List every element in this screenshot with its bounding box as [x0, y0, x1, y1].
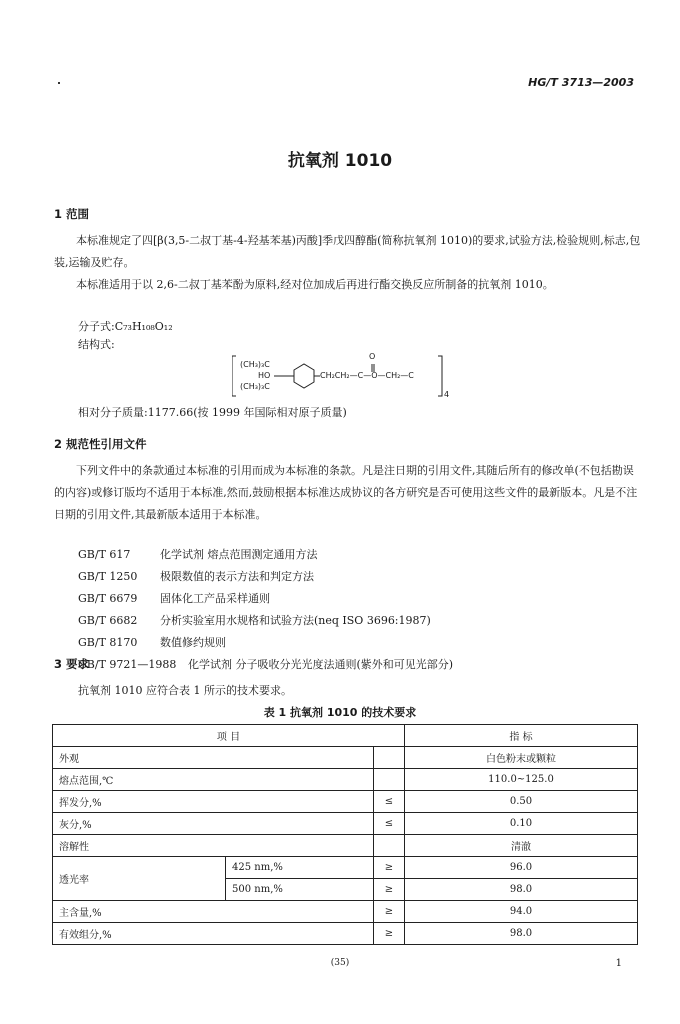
- table-caption: 表 1 抗氧剂 1010 的技术要求: [263, 706, 417, 719]
- reference-item: [78, 612, 431, 628]
- reference-item: [78, 546, 318, 562]
- formula-chain: CH₂CH₂—C—O—CH₂—C: [320, 371, 414, 380]
- reference-item: [78, 656, 453, 672]
- document-title: 抗氧剂 1010: [287, 151, 393, 171]
- row-item: 熔点范围,℃: [53, 769, 374, 791]
- row-spec: 98.0: [405, 923, 638, 945]
- molecular-weight: 相对分子质量:1177.66(按 1999 年国际相对原子质量): [78, 406, 347, 419]
- reference-code: GB/T 6682: [78, 614, 138, 627]
- header-spec: 指 标: [405, 725, 638, 747]
- row-spec: 98.0: [405, 879, 638, 901]
- row-symbol: ≥: [374, 901, 405, 923]
- formula-group-hydroxyl: HO: [258, 371, 271, 380]
- reference-item: [78, 590, 270, 606]
- row-symbol: [374, 769, 405, 791]
- formula-carbonyl-oxygen: O: [369, 352, 376, 361]
- formula-subscript: 4: [444, 390, 450, 399]
- table-row: [53, 857, 638, 879]
- row-spec: 白色粉末或颗粒: [405, 747, 638, 769]
- section-1-heading: 1 范围: [54, 207, 90, 221]
- row-spec: 0.50: [405, 791, 638, 813]
- formula-group-tbu-top: (CH₃)₃C: [240, 360, 270, 369]
- section-2-heading: 2 规范性引用文件: [54, 437, 147, 451]
- section-3-heading: 3 要求: [54, 657, 90, 671]
- header-item: 项 目: [53, 725, 405, 747]
- row-item: 有效组分,%: [53, 923, 374, 945]
- row-spec: 0.10: [405, 813, 638, 835]
- reference-code: GB/T 9721—1988: [78, 658, 177, 671]
- molecular-formula: 分子式:C₇₃H₁₀₈O₁₂: [78, 320, 173, 333]
- structure-label: 结构式:: [78, 338, 115, 351]
- reference-title: 固体化工产品采样通则: [160, 592, 270, 605]
- table-row: [53, 901, 638, 923]
- reference-code: GB/T 617: [78, 548, 131, 561]
- reference-title: 分析实验室用水规格和试验方法(neq ISO 3696:1987): [160, 614, 431, 627]
- reference-code: GB/T 6679: [78, 592, 138, 605]
- footer-page-code: (35): [330, 958, 350, 968]
- table-row: [53, 769, 638, 791]
- row-spec: 清澈: [405, 835, 638, 857]
- table-row: [53, 813, 638, 835]
- row-subitem: 500 nm,%: [226, 879, 374, 901]
- reference-title: 化学试剂 分子吸收分光光度法通则(紫外和可见光部分): [188, 658, 454, 671]
- row-spec: 96.0: [405, 857, 638, 879]
- standard-code: HG/T 3713—2003: [528, 76, 634, 89]
- row-item: 溶解性: [53, 835, 374, 857]
- row-subitem: 425 nm,%: [226, 857, 374, 879]
- section-1-para-1: 本标准规定了四[β(3,5-二叔丁基-4-羟基苯基)丙酸]季戊四醇酯(简称抗氧剂 1010)的要求,试验方法,检验规则,标志,包装,运输及贮存。: [54, 234, 641, 269]
- row-symbol: ≥: [374, 923, 405, 945]
- row-symbol: [374, 747, 405, 769]
- reference-code: GB/T 8170: [78, 636, 138, 649]
- reference-item: [78, 634, 226, 650]
- row-symbol: [374, 835, 405, 857]
- reference-title: 数值修约规则: [160, 636, 226, 649]
- reference-title: 化学试剂 熔点范围测定通用方法: [160, 548, 318, 561]
- row-item: 主含量,%: [53, 901, 374, 923]
- requirements-table: [52, 724, 638, 945]
- table-row: [53, 791, 638, 813]
- reference-code: GB/T 1250: [78, 570, 138, 583]
- row-item: 外观: [53, 747, 374, 769]
- row-item: 灰分,%: [53, 813, 374, 835]
- section-3-para: 抗氧剂 1010 应符合表 1 所示的技术要求。: [78, 684, 292, 697]
- footer-page-number: 1: [615, 958, 622, 969]
- row-symbol: ≤: [374, 813, 405, 835]
- section-2-para: 下列文件中的条款通过本标准的引用而成为本标准的条款。凡是注日期的引用文件,其随后所有的修改单(不包括勘误的内容)或修订版均不适用于本标准,然而,鼓励根据本标准达成协议的各方研究是否可使用这些文件的最新版本。凡是不注日期的引用文件,其最新版本适用于本标准。: [54, 464, 638, 521]
- reference-item: [78, 568, 314, 584]
- row-item-transmittance: 透光率: [53, 857, 226, 901]
- row-spec: 94.0: [405, 901, 638, 923]
- section-1-para-2: 本标准适用于以 2,6-二叔丁基苯酚为原料,经对位加成后再进行酯交换反应所制备的抗氧剂 1010。: [76, 278, 554, 291]
- row-spec: 110.0~125.0: [405, 769, 638, 791]
- row-symbol: ≥: [374, 857, 405, 879]
- table-row: [53, 835, 638, 857]
- structural-formula: [232, 350, 462, 400]
- reference-title: 极限数值的表示方法和判定方法: [160, 570, 314, 583]
- row-symbol: ≤: [374, 791, 405, 813]
- table-header-row: [53, 725, 638, 747]
- formula-group-tbu-bottom: (CH₃)₃C: [240, 382, 270, 391]
- table-row: [53, 747, 638, 769]
- row-symbol: ≥: [374, 879, 405, 901]
- table-row: [53, 923, 638, 945]
- scan-mark: [58, 82, 60, 84]
- row-item: 挥发分,%: [53, 791, 374, 813]
